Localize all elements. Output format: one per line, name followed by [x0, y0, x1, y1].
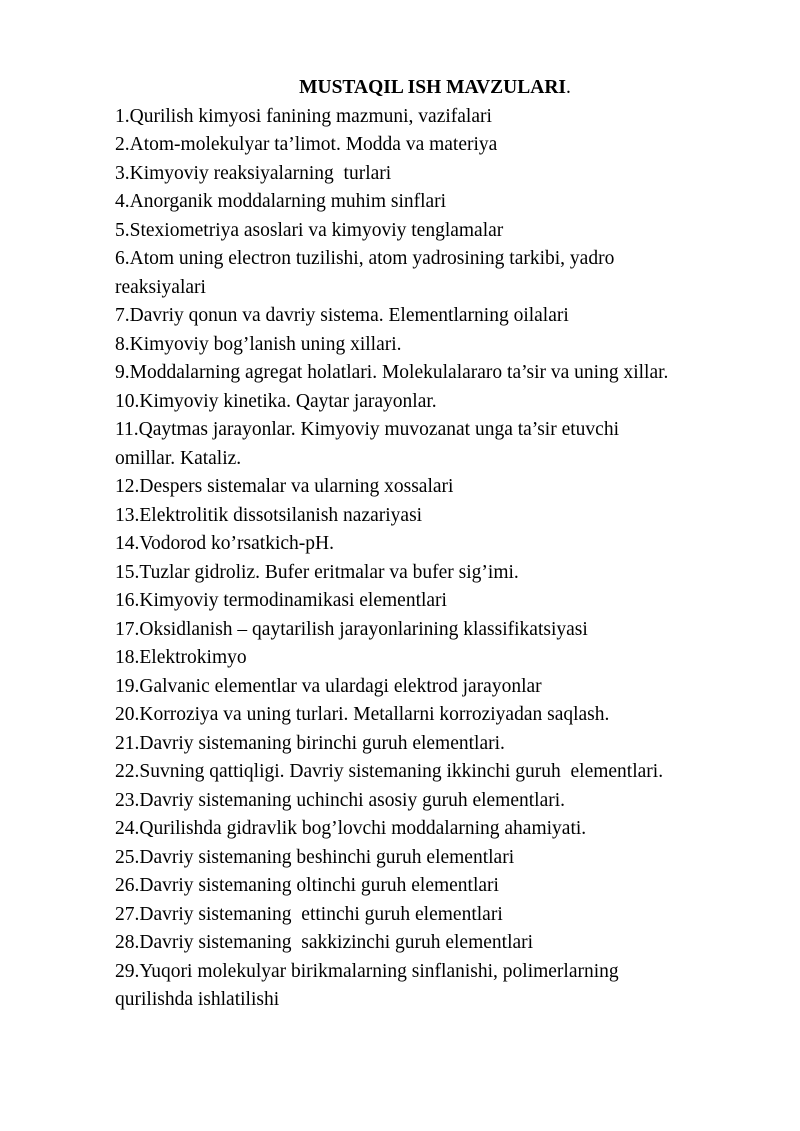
list-item: 26.Davriy sistemaning oltinchi guruh elementlari — [115, 875, 499, 896]
page-title — [115, 74, 755, 103]
list-item: 13.Elektrolitik dissotsilanish nazariyasi — [115, 504, 423, 526]
list-item: 9.Moddalarning agregat holatlari. Molekulalararo ta’sir va uning xillar. — [115, 362, 669, 383]
list-item: 28.Davriy sistemaning sakkizinchi guruh elementlari — [115, 932, 534, 953]
topic-list — [115, 103, 755, 1015]
list-item: 2.Atom-molekulyar ta’limot. Modda va materiya — [115, 134, 498, 155]
list-item: 18.Elektrokimyo — [115, 647, 247, 668]
list-item: 24.Qurilishda gidravlik bog’lovchi moddalarning ahamiyati. — [115, 818, 587, 839]
list-item: 3.Kimyoviy reaksiyalarning turlari — [115, 162, 392, 184]
list-item: 5.Stexiometriya asoslari va kimyoviy tenglamalar — [115, 219, 504, 241]
list-item: 25.Davriy sistemaning beshinchi guruh elementlari — [115, 846, 515, 868]
list-item: 15.Tuzlar gidroliz. Bufer eritmalar va bufer sig’imi. — [115, 561, 519, 583]
list-item: 11.Qaytmas jarayonlar. Kimyoviy muvozanat unga ta’sir etuvchi omillar. Kataliz. — [115, 419, 619, 469]
title-suffix: . — [566, 77, 571, 98]
list-item: 1.Qurilish kimyosi fanining mazmuni, vazifalari — [115, 105, 492, 127]
list-item: 20.Korroziya va uning turlari. Metallarni korroziyadan saqlash. — [115, 704, 610, 725]
list-item: 14.Vodorod ko’rsatkich-pH. — [115, 533, 334, 554]
list-item: 21.Davriy sistemaning birinchi guruh elementlari. — [115, 732, 505, 754]
list-item: 10.Kimyoviy kinetika. Qaytar jarayonlar. — [115, 390, 437, 412]
list-item: 6.Atom uning electron tuzilishi, atom yadrosining tarkibi, yadro reaksiyalari — [115, 248, 615, 298]
title-text: MUSTAQIL ISH MAVZULARI — [299, 77, 567, 98]
list-item: 4.Anorganik moddalarning muhim sinflari — [115, 191, 447, 212]
list-item: 7.Davriy qonun va davriy sistema. Elementlarning oilalari — [115, 305, 569, 326]
document-page — [115, 74, 755, 1015]
list-item: 12.Despers sistemalar va ularning xossalari — [115, 476, 454, 497]
list-item: 19.Galvanic elementlar va ulardagi elektrod jarayonlar — [115, 675, 542, 697]
list-item: 27.Davriy sistemaning ettinchi guruh elementlari — [115, 903, 503, 925]
list-item: 29.Yuqori molekulyar birikmalarning sinflanishi, polimerlarning qurilishda ishlatilishi — [115, 960, 619, 1010]
list-item: 16.Kimyoviy termodinamikasi elementlari — [115, 590, 447, 611]
list-item: 23.Davriy sistemaning uchinchi asosiy guruh elementlari. — [115, 789, 566, 811]
list-item: 17.Oksidlanish – qaytarilish jarayonlarining klassifikatsiyasi — [115, 618, 588, 640]
list-item: 22.Suvning qattiqligi. Davriy sistemaning ikkinchi guruh elementlari. — [115, 761, 664, 782]
list-item: 8.Kimyoviy bog’lanish uning xillari. — [115, 333, 402, 355]
